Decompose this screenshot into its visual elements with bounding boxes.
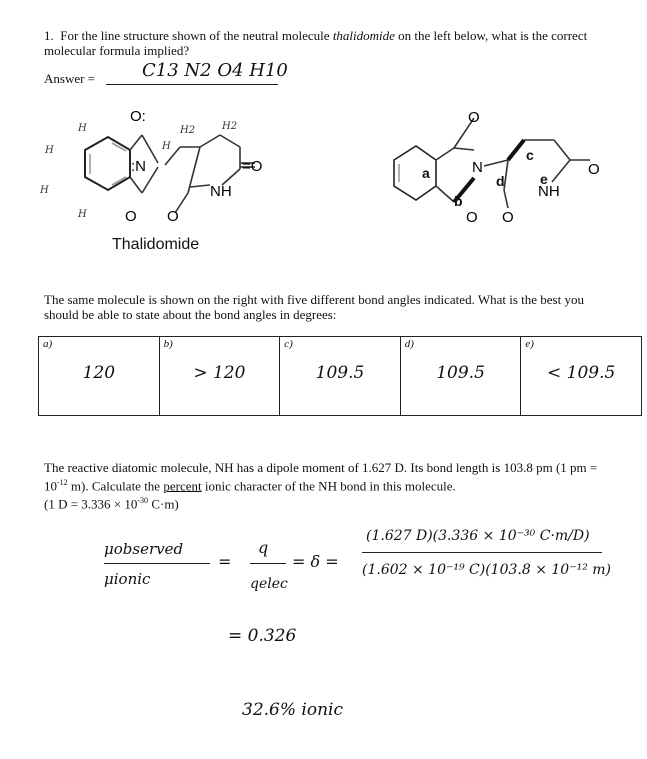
hydrogen-3: H: [40, 185, 49, 196]
delta-equals: = δ =: [292, 552, 339, 571]
cell-value: 109.5: [436, 363, 485, 383]
answer-value: C13 N2 O4 H10: [142, 60, 288, 81]
angle-cell-e: [521, 337, 642, 416]
q3-exp-2: -30: [137, 496, 149, 506]
question-3-text: [44, 460, 604, 512]
atom-o-b1-r: O: [466, 209, 478, 226]
equals-sign-1: =: [218, 552, 232, 571]
angle-label-e: e: [540, 171, 548, 187]
angle-cell-b: [159, 337, 280, 416]
bond-angle-table: [38, 336, 642, 416]
atom-o-right: =O: [242, 158, 263, 175]
answer-line: [106, 84, 278, 85]
atom-o-top-r: O: [468, 110, 480, 126]
cell-value: > 120: [193, 363, 246, 383]
atom-o-b2-r: O: [502, 209, 514, 226]
hydrogen-6: H2: [180, 125, 196, 136]
question-1-text: For the line structure shown of the neutral molecule: [60, 28, 330, 43]
final-answer: 32.6% ionic: [242, 700, 343, 720]
q3-exp-1: -12: [57, 478, 68, 487]
atom-o-top: O:: [130, 108, 146, 125]
cell-label: d): [404, 338, 414, 350]
cell-label: b): [163, 338, 173, 350]
numerator: (1.627 D)(3.336 × 10⁻³⁰ C·m/D): [366, 528, 590, 544]
q-charge: q: [258, 538, 269, 557]
question-number: 1.: [44, 28, 54, 43]
q3-text-b: m). Calculate the: [67, 478, 164, 494]
thalidomide-left-structure: [30, 105, 290, 230]
atom-o-right-r: O: [588, 161, 600, 178]
q-elec: qelec: [250, 576, 288, 592]
hydrogen-7: H2: [222, 121, 238, 132]
question-1-text-cont: on the left below, what is the correct molecular formula implied?: [44, 28, 588, 58]
angle-label-a: a: [422, 165, 430, 181]
q3-text-d: (1 D = 3.336 × 10: [44, 496, 138, 512]
fraction-line-3: [362, 552, 602, 553]
question-2-text: The same molecule is shown on the right with five different bond angles indicated. What is the best you should be able to state about the bond angles in degrees:: [44, 292, 584, 322]
atom-o-bottom-2: O: [167, 208, 179, 225]
q3-text-a: The reactive diatomic molecule, NH has a dipole moment of 1.627 D. Its bond length is 103.8 pm (1 pm = 10: [44, 460, 598, 494]
angle-cell-a: [39, 337, 160, 416]
hydrogen-5: H: [162, 141, 171, 152]
atom-n: :N: [131, 158, 146, 175]
fraction-line-1: [104, 563, 210, 564]
q3-text-c: ionic character of the NH bond in this molecule.: [201, 478, 456, 494]
q3-text-e: C·m): [148, 496, 179, 512]
atom-n-r: N: [472, 159, 483, 176]
atom-nh-r: NH: [538, 183, 560, 200]
angle-label-d: d: [496, 173, 505, 189]
hydrogen-4: H: [78, 209, 87, 220]
hydrogen-2: H: [45, 145, 54, 156]
atom-o-bottom: O: [125, 208, 137, 225]
q3-underlined: percent: [163, 478, 202, 494]
cell-label: e): [525, 338, 534, 350]
cell-value: < 109.5: [547, 363, 616, 383]
mu-ionic: μionic: [104, 570, 151, 588]
cell-value: 120: [82, 363, 116, 383]
cell-value: 109.5: [315, 363, 365, 383]
angle-label-c: c: [526, 147, 534, 163]
denominator: (1.602 × 10⁻¹⁹ C)(103.8 × 10⁻¹² m): [362, 562, 612, 578]
answer-label: Answer =: [44, 71, 96, 86]
cell-label: c): [284, 338, 293, 350]
thalidomide-right-structure: [384, 110, 614, 230]
angle-cell-c: [280, 337, 401, 416]
molecule-name-italic: thalidomide: [332, 28, 395, 43]
molecule-caption: Thalidomide: [112, 236, 200, 253]
atom-nh: NH: [210, 183, 232, 200]
result-value: = 0.326: [228, 626, 297, 646]
angle-label-b: b: [454, 193, 463, 209]
fraction-line-2: [250, 563, 286, 564]
angle-cell-d: [400, 337, 521, 416]
mu-observed: μobserved: [104, 540, 184, 558]
hydrogen-1: H: [78, 123, 87, 134]
cell-label: a): [43, 338, 53, 350]
question-1: [44, 28, 604, 58]
